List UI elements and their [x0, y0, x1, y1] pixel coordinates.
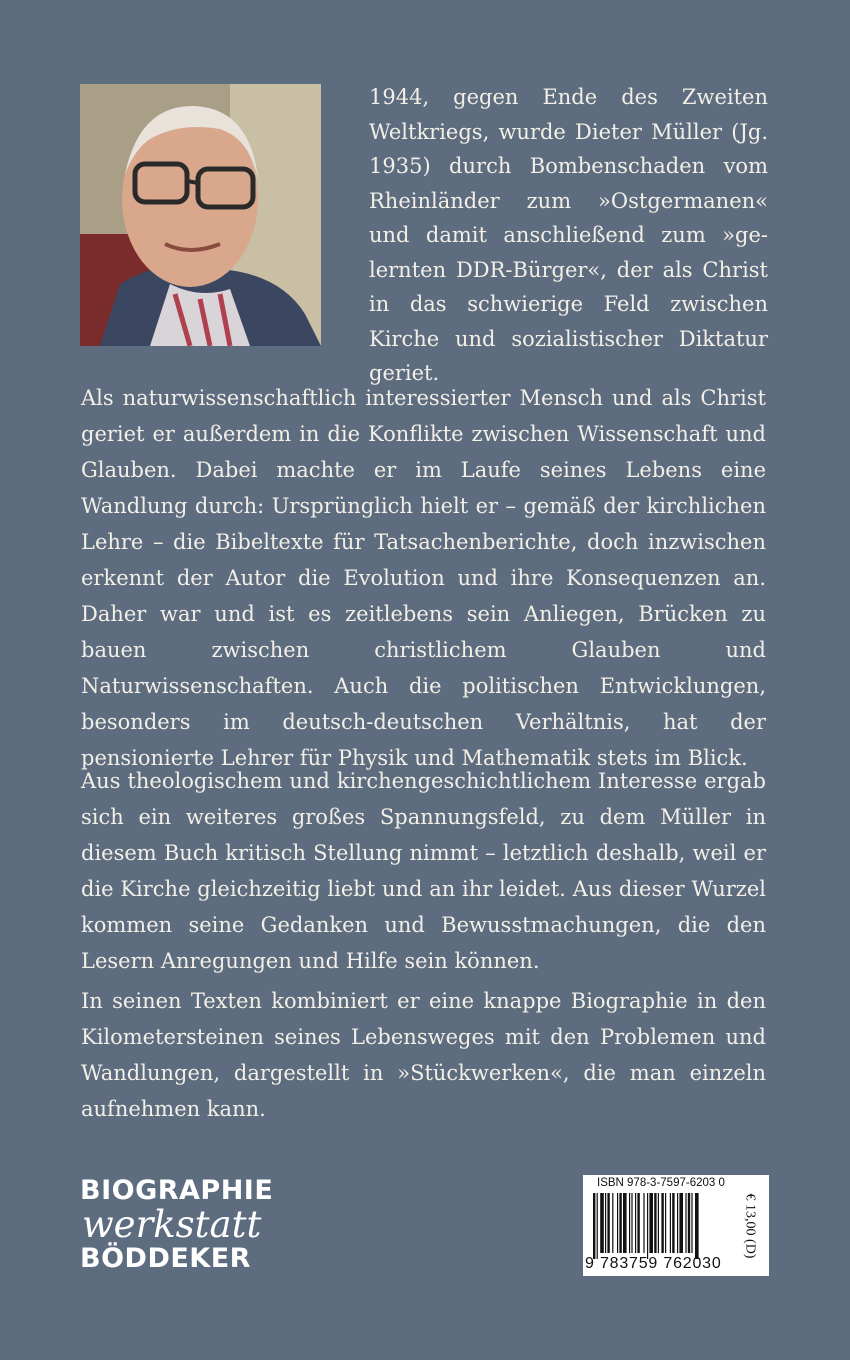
- barcode-bar: [685, 1193, 686, 1253]
- barcode-bar: [647, 1193, 648, 1259]
- barcode-bar: [593, 1193, 595, 1259]
- barcode-bar: [605, 1193, 606, 1253]
- body-paragraph-2: Aus theologischem und kirchengeschichtlichem Interesse ergab sich ein weiteres großes Spannungsfeld, zu dem Müller in diesem Buch kritisch Stellung nimmt – letztlich deshalb, weil er die Kirche gleichzeitig liebt und an ihr leidet. Aus dieser Wurzel kommen seine Gedanken und Bewusstmachungen, die den Lesern Anregungen und Hilfe sein können.: [81, 769, 766, 973]
- barcode-bar: [637, 1193, 639, 1253]
- logo-line-biographie: BIOGRAPHIE: [80, 1175, 274, 1206]
- publisher-logo: [80, 1175, 274, 1274]
- barcode-bar: [661, 1193, 663, 1253]
- ean-digits: 9 783759 762030: [585, 1255, 722, 1272]
- author-photo: [80, 84, 321, 346]
- barcode-bar: [597, 1193, 598, 1259]
- barcode-bar: [688, 1193, 690, 1253]
- barcode-bar: [677, 1193, 678, 1253]
- barcode-bar: [631, 1193, 632, 1253]
- barcode-bar: [672, 1193, 674, 1253]
- barcode-bar: [658, 1193, 659, 1253]
- barcode-bar: [670, 1193, 671, 1253]
- barcode-bar: [691, 1193, 692, 1253]
- barcode-bar: [629, 1193, 630, 1253]
- barcode-bar: [612, 1193, 613, 1253]
- barcode-bar: [600, 1193, 604, 1253]
- logo-line-werkstatt: werkstatt: [82, 1203, 262, 1246]
- price-text: € 13,00 (D): [742, 1193, 757, 1259]
- barcode-bar: [695, 1193, 699, 1259]
- barcode-bar: [623, 1193, 627, 1253]
- body-paragraph-3: In seinen Texten kombiniert er eine knappe Biographie in den Kilometersteinen seines Lebensweges mit den Problemen und Wandlungen, dargestellt in »Stückwerken«, die man einzeln aufnehmen kann.: [81, 989, 766, 1121]
- price-tag: [734, 1183, 764, 1269]
- isbn-text: ISBN 978-3-7597-6203 0: [597, 1177, 725, 1189]
- barcode-bar: [635, 1193, 636, 1253]
- barcode-bar: [679, 1193, 683, 1253]
- barcode-bar: [607, 1193, 609, 1253]
- body-paragraph-1: Als naturwissenschaftlich interessierter Mensch und als Christ geriet er außerdem in die Konflikte zwischen Wissenschaft und Glauben. Dabei machte er im Laufe seines Lebens eine Wandlung durch: Ursprünglich hielt er – gemäß der kirchlichen Lehre – die Bibeltexte für Tatsachenberichte, doch inzwischen erkennt der Autor die Evolution und ihre Konsequenzen an. Daher war und ist es zeitlebens sein Anliegen, Brücken zu bauen zwischen christlichem Glauben und Naturwissenschaften. Auch die politischen Entwicklungen, besonders im deutsch-deutschen Verhältnis, hat der pensionierte Lehrer für Physik und Mathematik stets im Blick.: [81, 386, 766, 770]
- barcode-bar: [617, 1193, 618, 1253]
- barcode-bar: [649, 1193, 653, 1253]
- logo-line-boeddeker: BÖDDEKER: [80, 1243, 251, 1274]
- barcode-label: [583, 1175, 769, 1276]
- barcode-bar: [619, 1193, 621, 1253]
- barcode-bars: [593, 1193, 731, 1259]
- intro-paragraph: 1944, gegen Ende des Zweiten Weltkriegs, wurde Dieter Müller (Jg. 1935) durch Bombenschaden vom Rheinländer zum »Ostgermanen« und damit anschließend zum »gelernten DDR-Bürger«, der als Christ in das schwierige Feld zwischen Kirche und sozialistischer Diktatur geriet.: [369, 85, 768, 385]
- barcode-bar: [643, 1193, 644, 1253]
- barcode-bar: [654, 1193, 656, 1253]
- barcode-bar: [665, 1193, 666, 1253]
